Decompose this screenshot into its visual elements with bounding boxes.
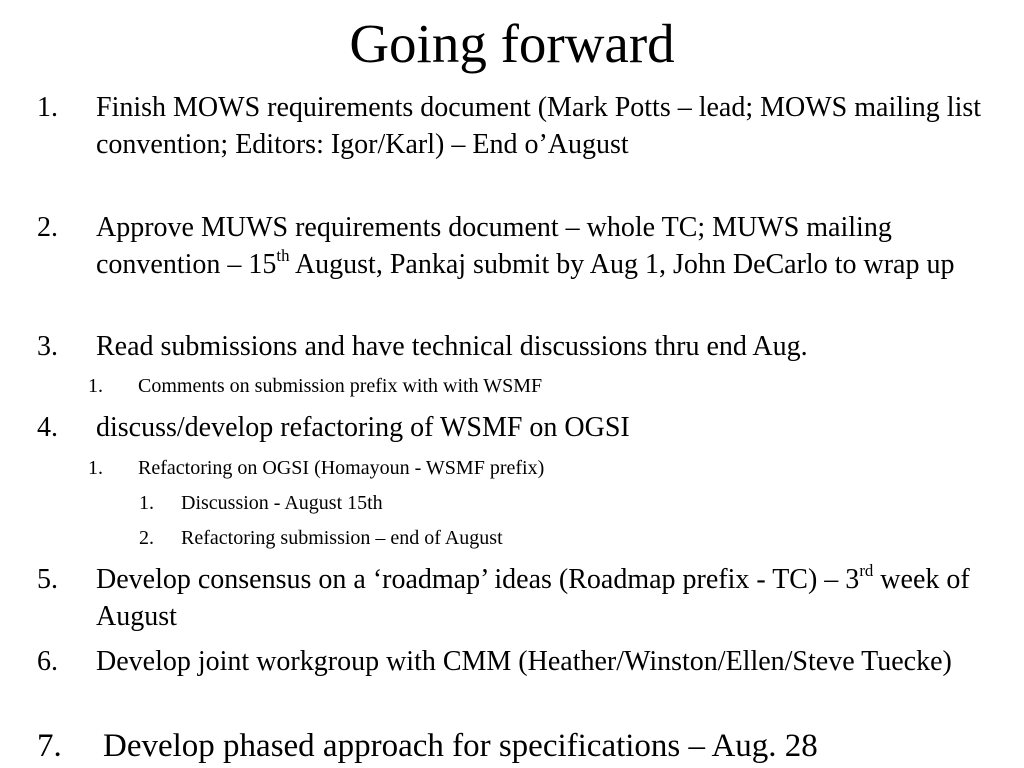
item-number: 4. <box>37 412 58 443</box>
item-number: 1. <box>88 457 103 479</box>
item-text: Develop phased approach for specifications – Aug. 28 <box>103 728 818 764</box>
item-text-part: August, Pankaj submit by Aug 1, John DeCarlo to wrap up <box>289 249 955 280</box>
item-text: Comments on submission prefix with with WSMF <box>138 375 543 397</box>
item-text <box>96 209 997 283</box>
item-number: 3. <box>37 331 58 362</box>
list-item <box>37 409 997 446</box>
item-text: Develop joint workgroup with CMM (Heather/Winston/Ellen/Steve Tuecke) <box>96 646 952 677</box>
list-item <box>37 726 1017 766</box>
item-number: 1. <box>88 375 103 397</box>
item-text-part: Develop consensus on a ‘roadmap’ ideas (Roadmap prefix - TC) – 3 <box>96 564 860 595</box>
item-text-part: Approve MUWS requirements document – whole TC; MUWS mailing convention – 15 <box>96 212 892 280</box>
item-text: discuss/develop refactoring of WSMF on OGSI <box>96 412 630 443</box>
item-text: Refactoring on OGSI (Homayoun - WSMF prefix) <box>138 457 545 479</box>
item-number: 2. <box>139 527 154 549</box>
list-item <box>37 89 997 163</box>
item-number: 6. <box>37 646 58 677</box>
item-text: Refactoring submission – end of August <box>181 527 503 549</box>
item-number: 1. <box>37 92 58 123</box>
list-item <box>37 643 997 680</box>
sub-list-item <box>88 455 988 482</box>
ordinal-suffix: th <box>276 245 290 265</box>
item-text: Read submissions and have technical discussions thru end Aug. <box>96 331 808 362</box>
sub-sub-list-item <box>139 490 999 517</box>
item-text <box>96 561 997 635</box>
item-text-part: week of August <box>96 564 970 632</box>
list-item <box>37 328 997 365</box>
item-number: 1. <box>139 492 154 514</box>
item-text: Finish MOWS requirements document (Mark Potts – lead; MOWS mailing list convention; Editors: Igor/Karl) – End o’August <box>96 92 982 160</box>
item-number: 2. <box>37 212 58 243</box>
slide-title: Going forward <box>349 13 675 74</box>
item-text: Discussion - August 15th <box>181 492 383 514</box>
item-number: 5. <box>37 564 58 595</box>
sub-list-item <box>88 373 988 400</box>
ordinal-suffix: rd <box>859 560 874 580</box>
item-number: 7. <box>37 728 62 764</box>
list-item <box>37 209 997 283</box>
list-item <box>37 561 997 635</box>
sub-sub-list-item <box>139 525 999 552</box>
